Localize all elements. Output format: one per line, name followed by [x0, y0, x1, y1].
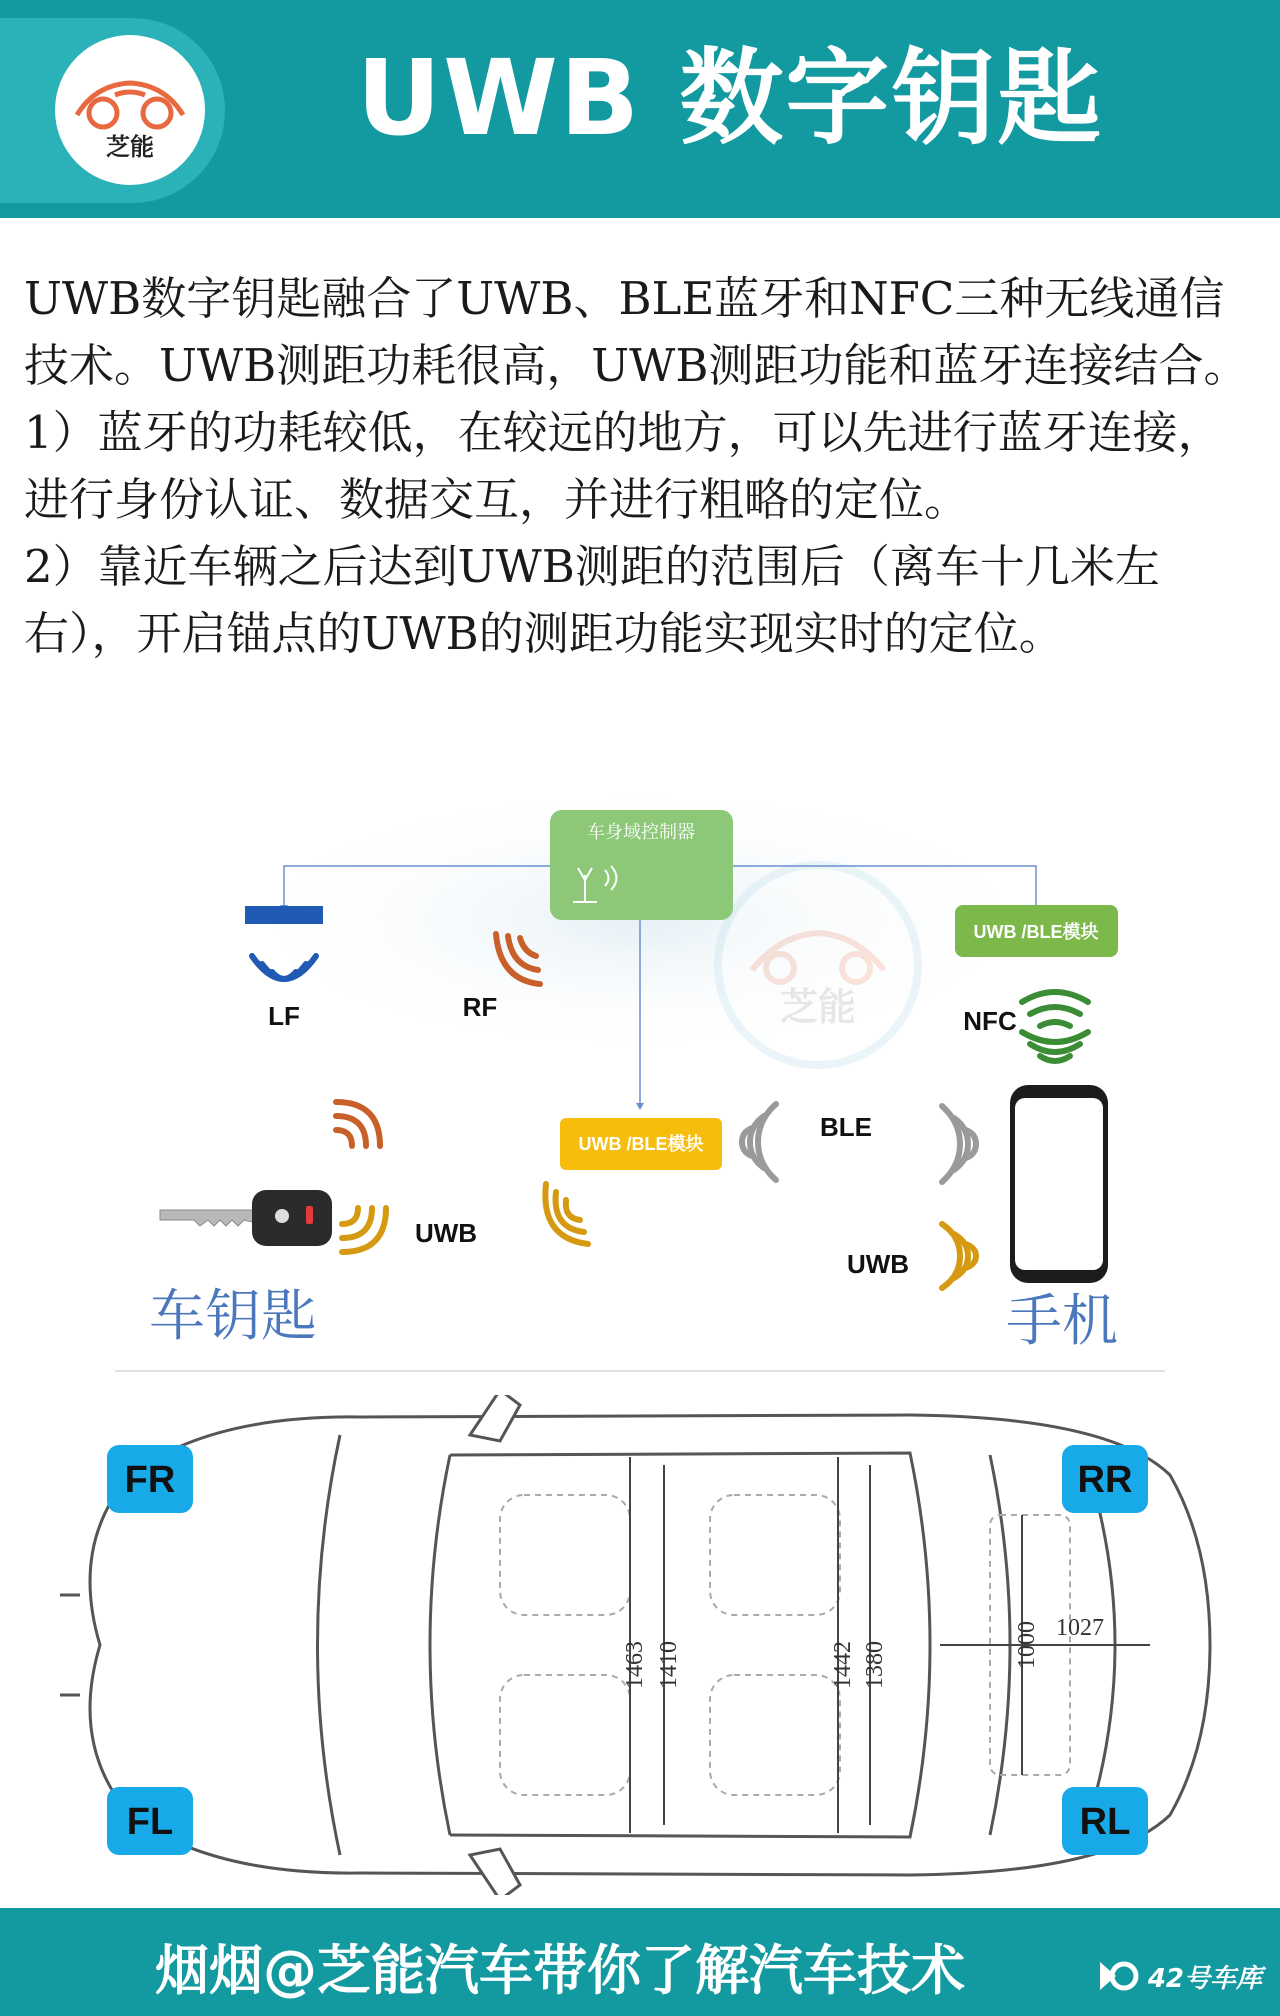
ble-label: BLE [820, 1112, 872, 1142]
intro-text [24, 265, 1254, 667]
intro-paragraph-2: 1）蓝牙的功耗较低，在较远的地方，可以先进行蓝牙连接，进行身份认证、数据交互，并进行粗略的定位。 [24, 406, 1223, 526]
uwb-system-diagram [0, 780, 1280, 1380]
ble-wave-left-icon [742, 1104, 776, 1180]
watermark [718, 865, 918, 1065]
dimension-1000: 1000 [1014, 1621, 1040, 1669]
nfc-label: NFC [963, 1006, 1017, 1036]
uwb-wave-center-icon [545, 1184, 588, 1244]
phone-uwb-wave-icon [942, 1224, 976, 1288]
footer-bar [0, 1908, 1280, 2016]
dimension-1410: 1410 [656, 1641, 682, 1689]
intro-paragraph-3: 2）靠近车辆之后达到UWB测距的范围后（离车十几米左右），开启锚点的UWB的测距功能实现实时的定位。 [24, 540, 1160, 660]
section-divider [115, 1370, 1165, 1372]
dimension-lines [630, 1457, 1150, 1833]
uwb-ble-module-center [560, 1118, 722, 1170]
body-domain-controller [550, 810, 733, 920]
side-mirrors [470, 1395, 520, 1895]
controller-label: 车身域控制器 [587, 822, 695, 842]
logo [55, 35, 205, 185]
dimension-1442: 1442 [830, 1641, 856, 1689]
rf-label: RF [462, 992, 498, 1022]
dimension-1380: 1380 [862, 1641, 888, 1689]
car-key-icon [160, 1190, 332, 1246]
module-center-label: UWB /BLE模块 [578, 1134, 704, 1154]
watermark-text: 芝能 [779, 987, 857, 1029]
phone-caption: 手机 [1006, 1289, 1118, 1354]
anchor-fr-label: FR [124, 1459, 176, 1501]
dimension-1027: 1027 [1056, 1615, 1104, 1641]
key-uwb-wave-icon [342, 1208, 386, 1252]
anchor-rl [1062, 1787, 1148, 1855]
car-top-view-diagram [30, 1395, 1250, 1895]
ble-wave-right-icon [942, 1106, 976, 1182]
brand-logo-icon [1096, 1956, 1140, 1996]
footer-text: 烟烟@芝能汽车带你了解汽车技术 [155, 1939, 965, 2002]
anchor-rl-label: RL [1079, 1801, 1131, 1843]
anchor-fl-label: FL [126, 1801, 174, 1843]
logo-text: 芝能 [106, 133, 154, 161]
car-logo-icon [55, 35, 205, 185]
anchor-fr [107, 1445, 193, 1513]
anchor-rr-label: RR [1077, 1459, 1133, 1501]
uwb-phone-label: UWB [846, 1249, 910, 1279]
key-rf-wave-icon [336, 1102, 380, 1146]
footer-brand-text: 42号车库 [1147, 1963, 1262, 1994]
uwb-key-label: UWB [414, 1218, 478, 1248]
anchor-rr [1062, 1445, 1148, 1513]
intro-paragraph-1: UWB数字钥匙融合了UWB、BLE蓝牙和NFC三种无线通信技术。UWB测距功耗很高，UWB测距功能和蓝牙连接结合。 [24, 272, 1249, 392]
nfc-wave-icon [1022, 992, 1088, 1061]
page-title: UWB 数字钥匙 [356, 37, 1104, 159]
module-right-label: UWB /BLE模块 [973, 922, 1099, 942]
lf-label: LF [268, 1001, 300, 1031]
footer-brand [1096, 1956, 1262, 1996]
anchor-fl [107, 1787, 193, 1855]
dimension-1463: 1463 [622, 1641, 648, 1689]
uwb-ble-module-right [955, 905, 1118, 957]
header-bar [0, 0, 1280, 218]
smartphone-icon [1010, 1085, 1108, 1283]
key-caption: 车钥匙 [149, 1284, 317, 1349]
arrow-center-module [636, 1103, 644, 1110]
